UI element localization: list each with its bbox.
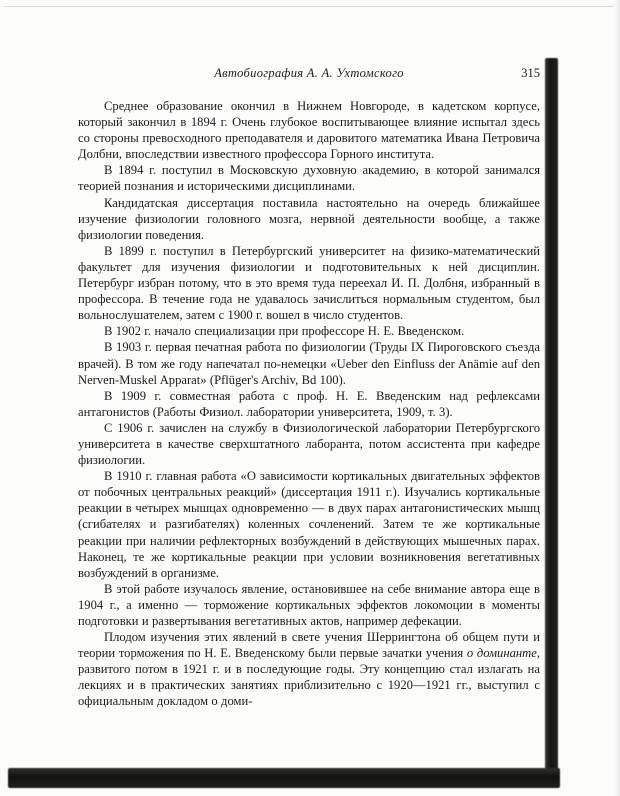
scan-artifact-bottom-band bbox=[8, 768, 560, 788]
paragraph-run: С 1906 г. зачислен на службу в Физиологической лаборатории Петербургского университета в качестве сверхштатного лаборанта, потом ассистента при кафедре физиологии. bbox=[78, 420, 540, 468]
paragraph bbox=[78, 420, 540, 468]
paragraph bbox=[78, 98, 540, 162]
paragraph-run: В 1910 г. главная работа «О зависимости кортикальных двигательных эффектов от побочных центральных реакций» (диссертация 1911 г.). Изучались кортикальные реакции в четырех мышцах одновременно — в двух парах антагонистических мышц (сгибателях и разгибателях) коленных сочленений. Затем те же кортикальные реакции при наличии рефлекторных возбуждений в действующих мышечных парах. Наконец, те же кортикальные реакции при условии возникновения вегетативных возбуждений в организме. bbox=[78, 469, 540, 580]
paragraph-run: Среднее образование окончил в Нижнем Новгороде, в кадетском корпусе, который закончил в 1894 г. Очень глубокое воспитывающее влияние испытал здесь со стороны превосходного преподавателя и даровитого математика Ивана Петровича Долбни, впоследствии известного профессора Горного института. bbox=[78, 99, 540, 162]
page-number: 315 bbox=[521, 66, 540, 80]
paragraph-run: , развитого потом в 1921 г. и в последующие годы. Эту концепцию стал излагать на лекциях и в практических занятиях приблизительно с 1920—1921 гг., выступил с официальным докладом о доми- bbox=[78, 646, 540, 709]
paragraph bbox=[78, 323, 540, 339]
paragraph bbox=[78, 388, 540, 420]
paragraph-run: В 1899 г. поступил в Петербургский университет на физико-математический факультет для изучения физиологии и подготовительных к ней дисциплин. Петербург избран потому, что в это время туда переехал И. П. Долбня, избранный в профессора. В течение года не удавалось зачислиться нормальным студентом, был вольнослушателем, затем с 1900 г. вошел в число студентов. bbox=[78, 243, 540, 323]
page-header bbox=[78, 66, 540, 84]
paragraph bbox=[78, 629, 540, 709]
paragraph-run: В 1903 г. первая печатная работа по физиологии (Труды IX Пироговского съезда врачей). В том же году напечатал по-немецки «Ueber den Einfluss der Anämie auf den Nerven-Muskel Apparat» (Pflüger's Archiv, Bd 100). bbox=[78, 340, 540, 387]
page-body bbox=[78, 98, 540, 710]
paragraph bbox=[78, 339, 540, 387]
paragraph-run: В 1902 г. начало специализации при профессоре Н. Е. Введенском. bbox=[104, 324, 465, 339]
paragraph-run: Плодом изучения этих явлений в свете учения Шеррингтона об общем пути и теории торможения по Н. Е. Введенскому были первые зачатки учения bbox=[78, 630, 540, 661]
paragraph-run: В этой работе изучалось явление, остановившее на себе внимание автора еще в 1904 г., а именно — торможение кортикальных эффектов локомоции в моменты подготовки и развертывания вегетативных актов, например дефекации. bbox=[78, 581, 540, 628]
paragraph-run: Кандидатская диссертация поставила настоятельно на очередь ближайшее изучение физиологии головного мозга, нервной деятельности вообще, а также физиологии поведения. bbox=[78, 195, 540, 242]
paragraph-run: В 1894 г. поступил в Московскую духовную академию, в которой занимался теорией познания и историческими дисциплинами. bbox=[78, 163, 540, 194]
paragraph-run: В 1909 г. совместная работа с проф. Н. Е. Введенским над рефлексами антагонистов (Работы Физиол. лаборатории университета, 1909, т. 3). bbox=[78, 388, 540, 419]
scan-artifact-right-band bbox=[545, 58, 558, 770]
running-head-title: Автобиография А. А. Ухтомского bbox=[214, 66, 404, 80]
paragraph bbox=[78, 581, 540, 629]
scan-right-edge-shade bbox=[614, 0, 620, 796]
paragraph bbox=[78, 162, 540, 194]
paragraph-run-italic: о доминанте bbox=[466, 646, 537, 661]
paragraph bbox=[78, 195, 540, 243]
scan-top-edge bbox=[4, 6, 614, 7]
paragraph bbox=[78, 243, 540, 323]
paragraph bbox=[78, 468, 540, 581]
